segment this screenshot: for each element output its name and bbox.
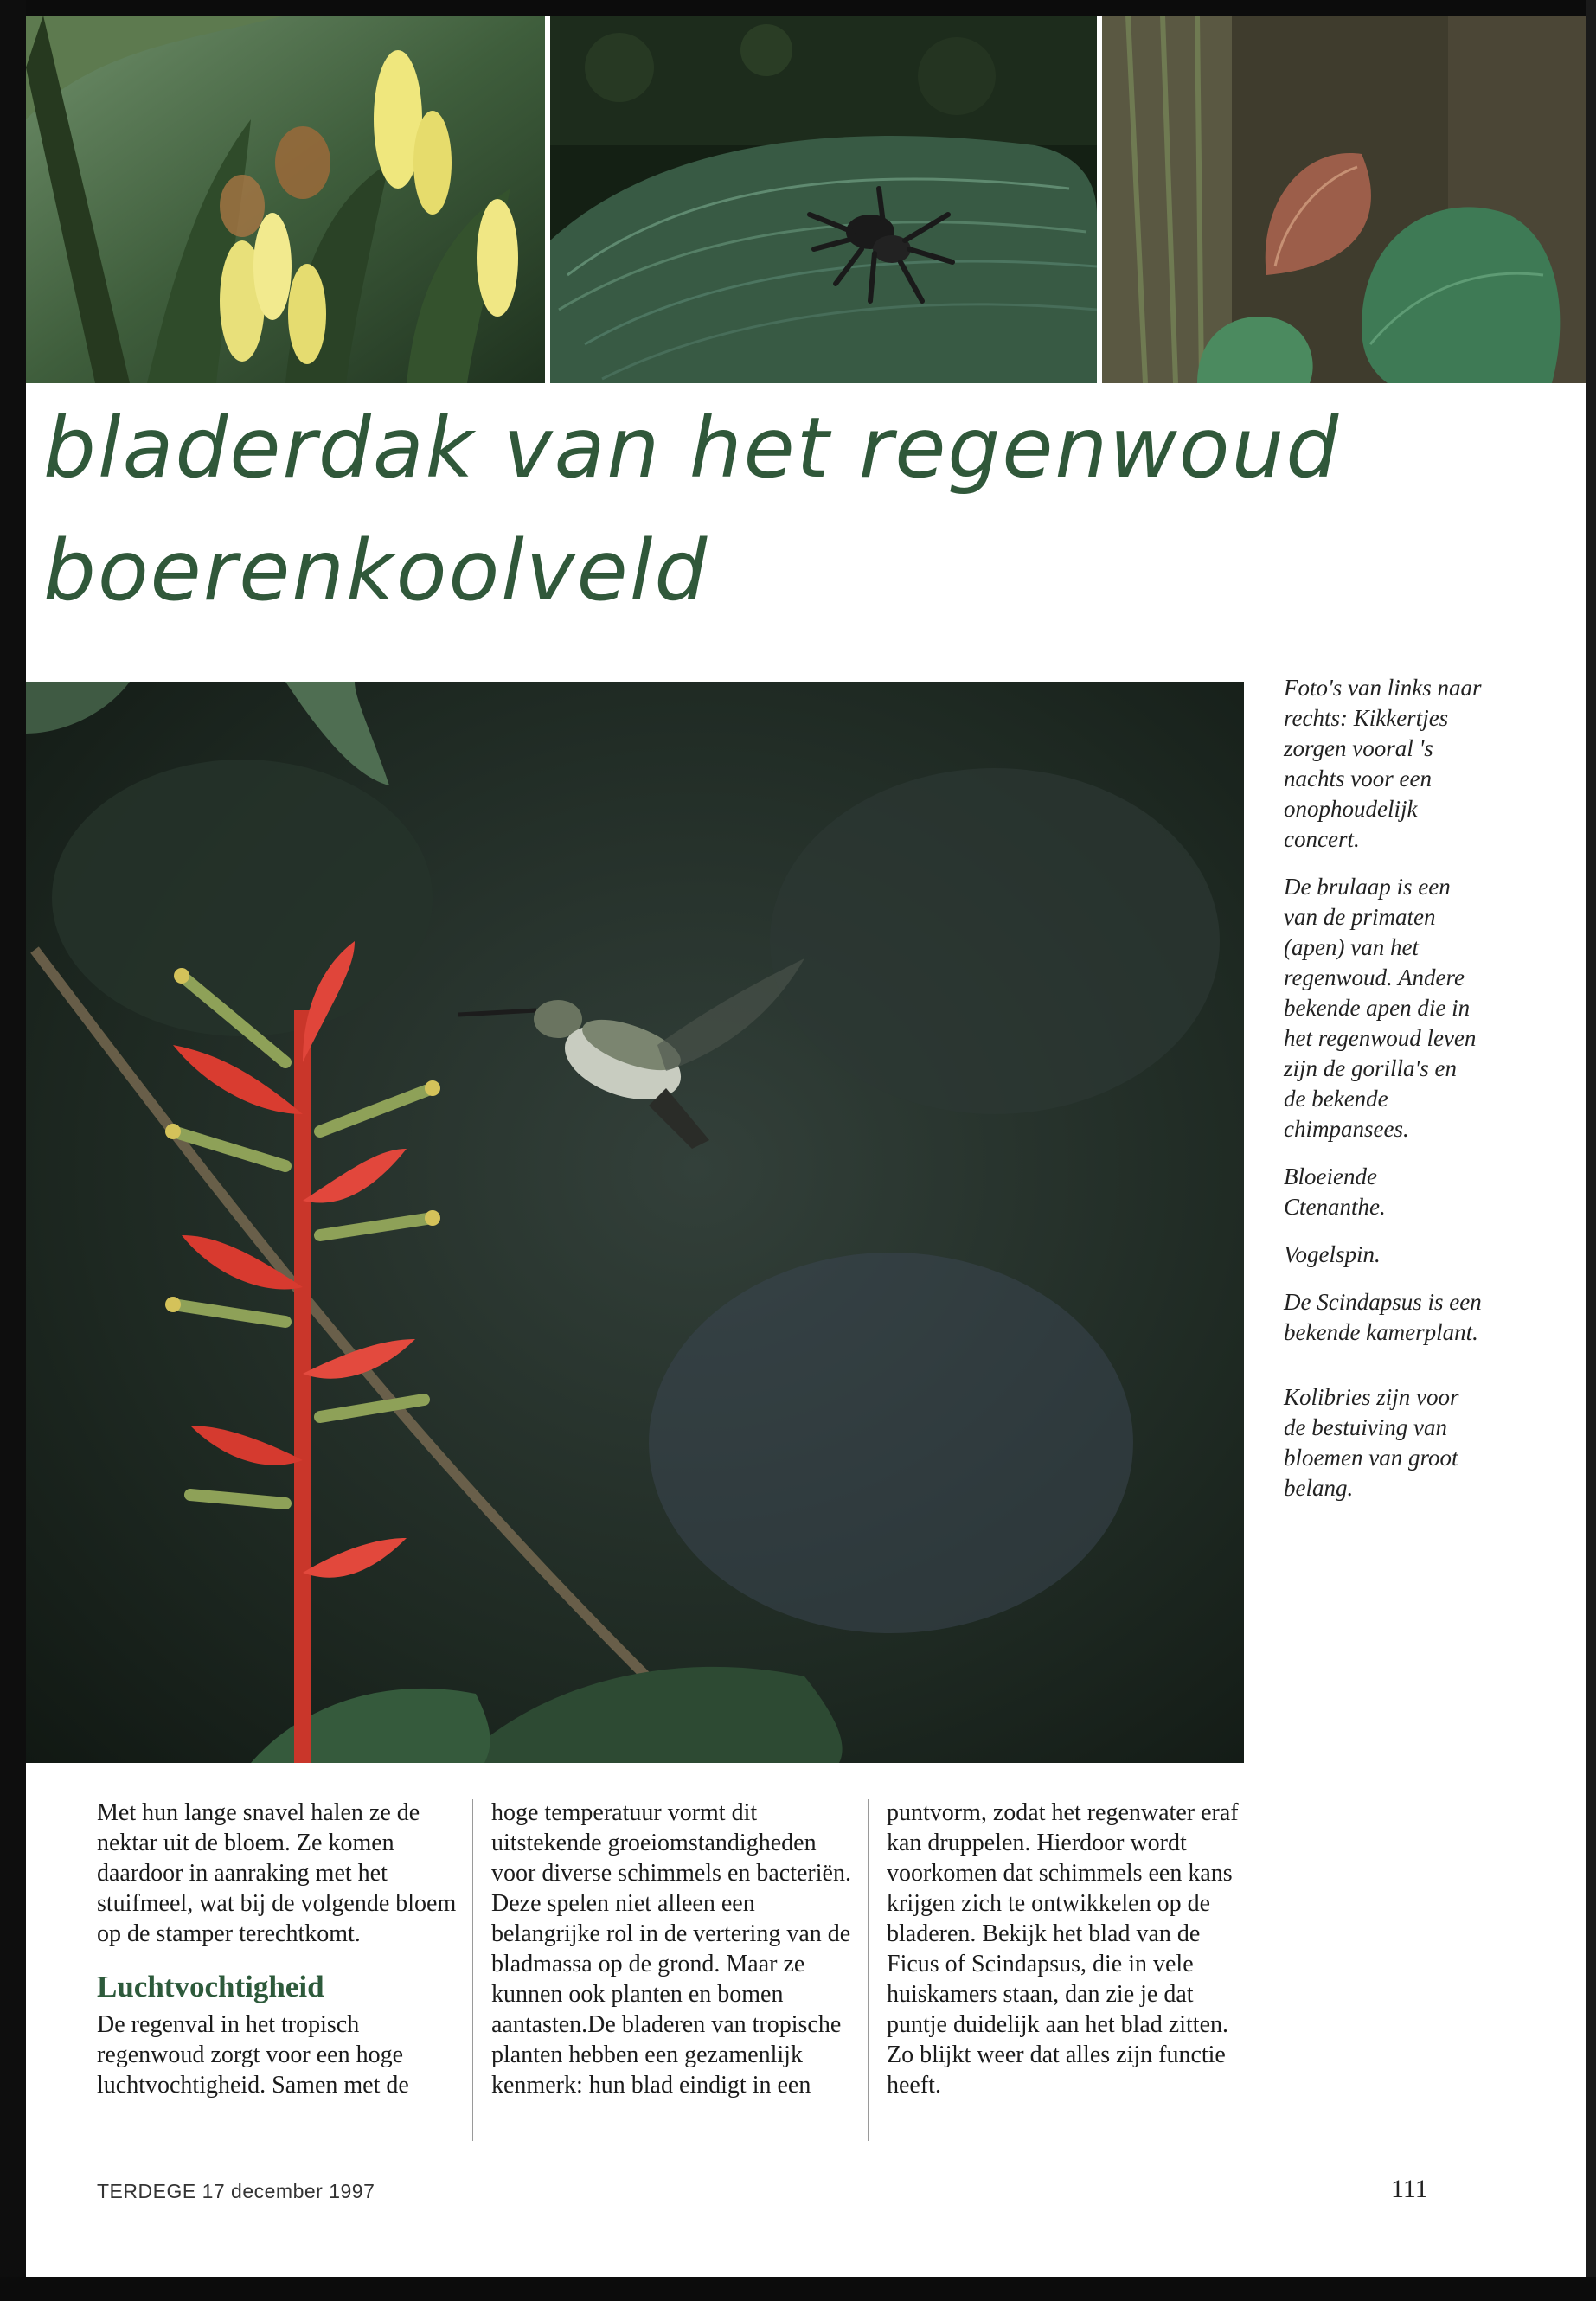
footer-publication: TERDEGE 17 december 1997 <box>97 2180 375 2202</box>
article-paragraph: De regenval in het tropisch regenwoud zorgt voor een hoge luchtvochtigheid. Samen met de <box>97 2011 409 2099</box>
scan-border-right <box>1586 0 1596 2301</box>
article-column-3 <box>887 1798 1250 2100</box>
section-heading: Luchtvochtigheid <box>97 1970 324 2003</box>
photo-bird-eating-spider <box>550 16 1097 383</box>
column-divider <box>472 1799 473 2141</box>
caption-frogs: Foto's van links naar rechts: Kikkertjes zorgen vooral 's nachts voor een onophoudelijk concert. <box>1284 675 1482 852</box>
column-divider <box>868 1799 869 2141</box>
article-paragraph: Met hun lange snavel halen ze de nektar uit de bloem. Ze komen daardoor in aanraking met het stuifmeel, wat bij de volgende bloem op de stamper terechtkomt. <box>97 1799 457 1947</box>
article-column-2 <box>491 1798 855 2100</box>
caption-ctenanthe: Bloeiende Ctenanthe. <box>1284 1163 1386 1220</box>
scan-border-top <box>0 0 1596 16</box>
photo-captions <box>1284 673 1483 1521</box>
photo-scindapsus <box>1102 16 1586 383</box>
caption-spider: Vogelspin. <box>1284 1241 1381 1267</box>
article-paragraph: hoge temperatuur vormt dit uitstekende groeiomstandigheden voor diverse schimmels en bacteriën. Deze spelen niet alleen een belangrijke rol in de vertering van de bladmassa op de grond. Maar ze kunnen ook planten en bomen aantasten.De bladeren van tropische planten hebben een gezamenlijk kenmerk: hun blad eindigt in een <box>491 1799 851 2099</box>
article-column-1 <box>97 1798 460 2100</box>
caption-scindapsus: De Scindapsus is een bekende kamerplant. <box>1284 1289 1482 1345</box>
photo-hummingbird-heliconia <box>26 682 1244 1763</box>
caption-hummingbirds: Kolibries zijn voor de bestuiving van bloemen van groot belang. <box>1284 1384 1459 1501</box>
headline-line-2: boerenkoolveld <box>43 522 709 619</box>
page-number: 111 <box>1391 2175 1428 2203</box>
article-paragraph: puntvorm, zodat het regenwater eraf kan druppelen. Hierdoor wordt voorkomen dat schimmels een kans krijgen zich te ontwikkelen op de bladeren. Bekijk het blad van de Ficus of Scindapsus, die in vele huiskamers staan, dan zie je dat puntje duidelijk aan het blad zitten. Zo blijkt weer dat alles zijn functie heeft. <box>887 1799 1239 2099</box>
scan-border-left <box>0 0 26 2301</box>
caption-howler-monkey: De brulaap is een van de primaten (apen) van het regenwoud. Andere bekende apen die in het regenwoud leven zijn de gorilla's en de bekende chimpansees. <box>1284 874 1477 1142</box>
photo-blooming-ctenanthe <box>26 16 545 383</box>
headline-line-1: bladerdak van het regenwoud <box>43 400 1341 497</box>
scan-border-bottom <box>0 2277 1596 2301</box>
